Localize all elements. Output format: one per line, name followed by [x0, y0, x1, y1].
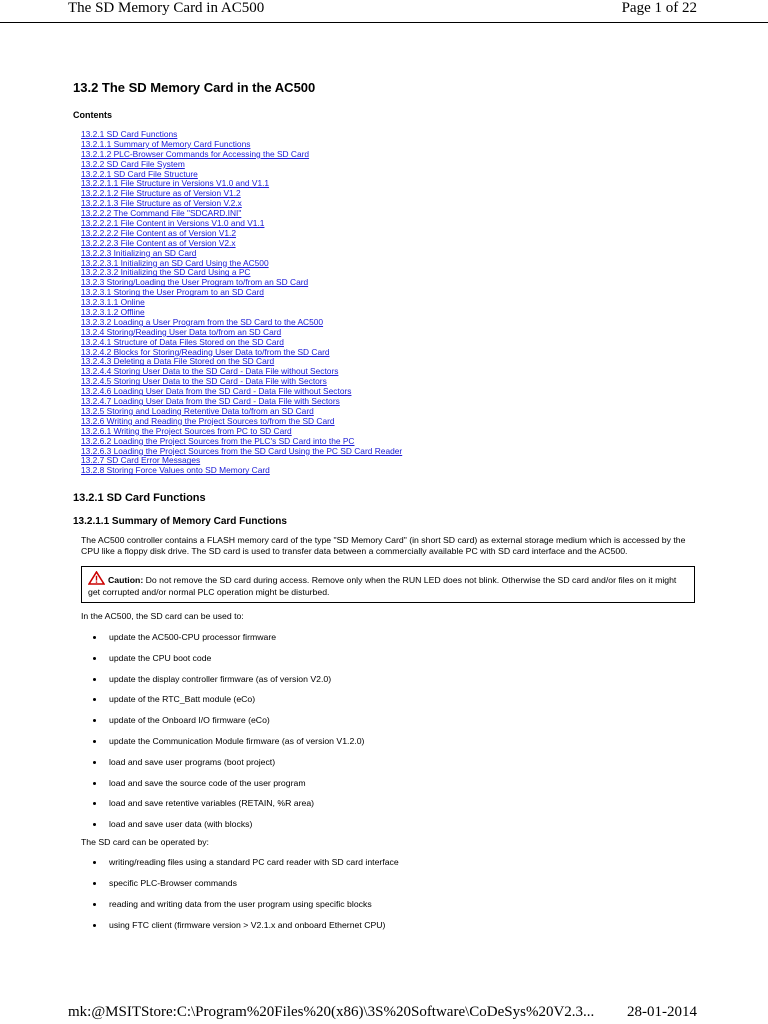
toc-link[interactable]: 13.2.4.6 Loading User Data from the SD Card - Data File without Sectors [81, 386, 352, 397]
toc-link[interactable]: 13.2.2.3 Initializing an SD Card [81, 247, 197, 258]
toc-link[interactable]: 13.2.7 SD Card Error Messages [81, 455, 201, 466]
toc-link[interactable]: 13.2.6.3 Loading the Project Sources from the SD Card Using the PC SD Card Reader [81, 445, 403, 456]
list-item: reading and writing data from the user program using specific blocks [91, 899, 705, 910]
list-item: update of the Onboard I/O firmware (eCo) [91, 715, 705, 726]
list-item: writing/reading files using a standard PC card reader with SD card interface [91, 857, 705, 868]
toc-link[interactable]: 13.2.4.5 Storing User Data to the SD Card - Data File with Sectors [81, 376, 327, 387]
operated-intro: The SD card can be operated by: [81, 836, 209, 847]
list-item: using FTC client (firmware version > V2.1.x and onboard Ethernet CPU) [91, 920, 705, 931]
page-footer [0, 1002, 768, 1024]
toc-link[interactable]: 13.2.6.1 Writing the Project Sources from PC to SD Card [81, 425, 292, 436]
toc-link[interactable]: 13.2.3.1 Storing the User Program to an SD Card [81, 287, 264, 298]
list-item: update the Communication Module firmware (as of version V1.2.0) [91, 736, 705, 747]
page-header [0, 0, 768, 23]
contents-label: Contents [73, 110, 112, 120]
uses-intro: In the AC500, the SD card can be used to: [81, 611, 244, 622]
warning-triangle-icon [88, 571, 105, 587]
toc-link[interactable]: 13.2.3.1.1 Online [81, 297, 145, 308]
caution-box [81, 566, 695, 603]
header-page-number: Page 1 of 22 [621, 0, 697, 16]
subsection-heading: 13.2.1.1 Summary of Memory Card Functions [73, 516, 287, 528]
list-item: load and save user data (with blocks) [91, 819, 705, 830]
toc-link[interactable]: 13.2.1.2 PLC-Browser Commands for Accessing the SD Card [81, 148, 310, 159]
toc-link[interactable]: 13.2.2.1.1 File Structure in Versions V1.0 and V1.1 [81, 178, 270, 189]
toc-link[interactable]: 13.2.2.2.2 File Content as of Version V1.2 [81, 227, 237, 238]
list-item: update the display controller firmware (as of version V2.0) [91, 674, 705, 685]
toc-link[interactable]: 13.2.5 Storing and Loading Retentive Data to/from an SD Card [81, 405, 314, 416]
toc-link[interactable]: 13.2.2.1.3 File Structure as of Version V.2.x [81, 198, 242, 209]
header-title: The SD Memory Card in AC500 [68, 0, 265, 16]
toc-link[interactable]: 13.2.4.3 Deleting a Data File Stored on the SD Card [81, 356, 275, 367]
toc-link[interactable]: 13.2.4.2 Blocks for Storing/Reading User Data to/from the SD Card [81, 346, 330, 357]
section-heading: 13.2.1 SD Card Functions [73, 492, 206, 505]
toc-link[interactable]: 13.2.4 Storing/Reading User Data to/from an SD Card [81, 326, 282, 337]
footer-date: 28-01-2014 [627, 1004, 697, 1020]
toc-link[interactable]: 13.2.2.2 The Command File "SDCARD.INI" [81, 208, 242, 219]
toc-link[interactable]: 13.2.1 SD Card Functions [81, 129, 178, 139]
toc-link[interactable]: 13.2.6.2 Loading the Project Sources from the PLC's SD Card into the PC [81, 435, 355, 446]
toc-link[interactable]: 13.2.3.1.2 Offline [81, 307, 145, 318]
list-item: specific PLC-Browser commands [91, 878, 705, 889]
list-item: load and save user programs (boot project) [91, 757, 705, 768]
toc-link[interactable]: 13.2.2.2.3 File Content as of Version V2.x [81, 237, 236, 248]
list-item: update the AC500-CPU processor firmware [91, 632, 705, 643]
toc-item [81, 288, 705, 298]
toc-link[interactable]: 13.2.2.1 SD Card File Structure [81, 168, 198, 179]
list-item: update the CPU boot code [91, 653, 705, 664]
toc-link[interactable]: 13.2.1.1 Summary of Memory Card Functions [81, 138, 251, 149]
toc-link[interactable]: 13.2.4.1 Structure of Data Files Stored on the SD Card [81, 336, 284, 347]
toc-link[interactable]: 13.2.2.2.1 File Content in Versions V1.0 and V1.1 [81, 218, 265, 229]
toc-link[interactable]: 13.2.4.7 Loading User Data from the SD Card - Data File with Sectors [81, 396, 340, 407]
page-title: 13.2 The SD Memory Card in the AC500 [73, 80, 316, 95]
intro-paragraph: The AC500 controller contains a FLASH memory card of the type "SD Memory Card" (in short SD card) as external storage medium which is accessed by the CPU like a floppy disk drive. The SD card is used to transfer data between a commercially available PC with SD card interface and the AC500. [81, 535, 686, 556]
operated-list [91, 857, 705, 930]
toc-item [81, 298, 705, 308]
caution-text: Do not remove the SD card during access. Remove only when the RUN LED does not blink. Otherwise the SD card and/or files on it might get corrupted and/or normal PLC operation might be disturbed. [88, 575, 677, 598]
toc-link[interactable]: 13.2.3.2 Loading a User Program from the SD Card to the AC500 [81, 316, 324, 327]
caution-label: Caution: [108, 575, 144, 586]
toc-link[interactable]: 13.2.8 Storing Force Values onto SD Memory Card [81, 465, 270, 476]
footer-path: mk:@MSITStore:C:\Program%20Files%20(x86)\3S%20Software\CoDeSys%20V2.3... [68, 1004, 595, 1020]
list-item: update of the RTC_Batt module (eCo) [91, 694, 705, 705]
toc-item [81, 466, 705, 476]
toc-link[interactable]: 13.2.6 Writing and Reading the Project Sources to/from the SD Card [81, 415, 335, 426]
toc-link[interactable]: 13.2.3 Storing/Loading the User Program to/from an SD Card [81, 277, 309, 288]
toc-link[interactable]: 13.2.4.4 Storing User Data to the SD Card - Data File without Sectors [81, 366, 339, 377]
uses-list [91, 632, 705, 830]
toc-link[interactable]: 13.2.2 SD Card File System [81, 158, 185, 169]
document-content [73, 74, 705, 930]
table-of-contents [81, 130, 705, 476]
list-item: load and save the source code of the user program [91, 778, 705, 789]
toc-link[interactable]: 13.2.2.3.1 Initializing an SD Card Using the AC500 [81, 257, 269, 268]
list-item: load and save retentive variables (RETAIN, %R area) [91, 798, 705, 809]
toc-link[interactable]: 13.2.2.1.2 File Structure as of Version V1.2 [81, 188, 241, 199]
toc-link[interactable]: 13.2.2.3.2 Initializing the SD Card Using a PC [81, 267, 251, 278]
